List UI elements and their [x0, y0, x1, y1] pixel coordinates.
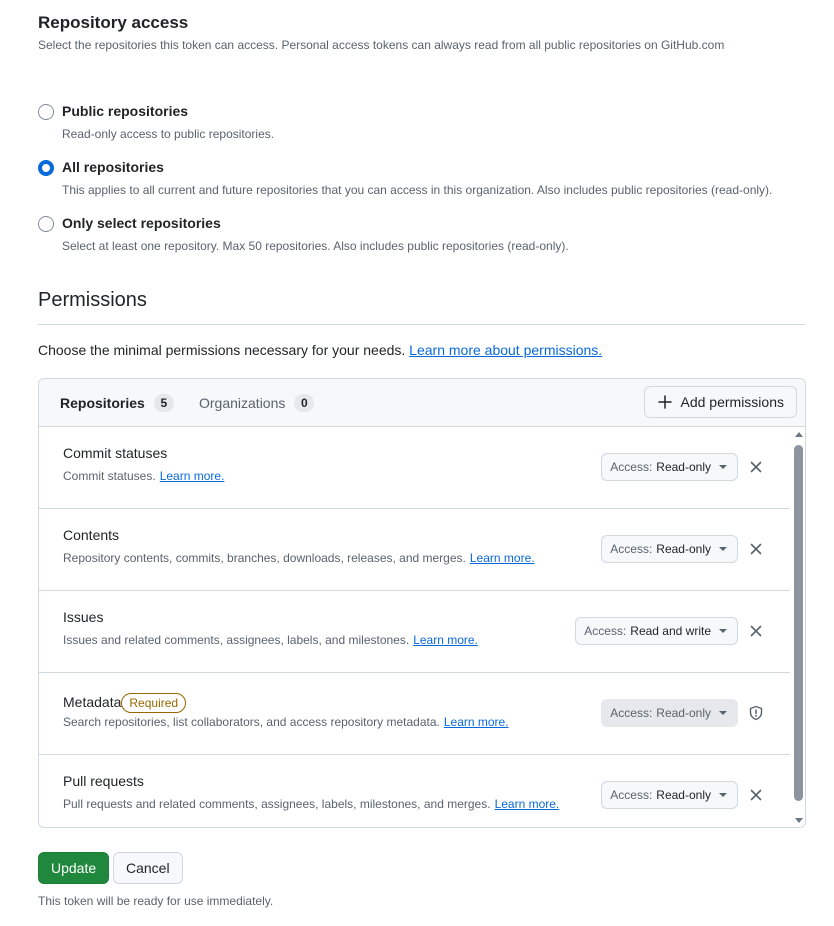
- scroll-up-arrow-icon[interactable]: [795, 432, 803, 437]
- plus-icon: [657, 394, 673, 410]
- permission-description: [63, 469, 224, 483]
- permission-name-text: Metadata: [63, 694, 122, 710]
- radio-description: This applies to all current and future repositories that you can access in this organization. Also includes public repositories (read-only).: [62, 183, 773, 197]
- permission-description: [63, 551, 535, 565]
- repository-access-subtitle: Select the repositories this token can access. Personal access tokens can always read from all public repositories on GitHub.com: [38, 38, 725, 52]
- repository-access-title: Repository access: [38, 13, 189, 32]
- x-icon[interactable]: [748, 787, 764, 803]
- tab-label: Repositories: [60, 394, 145, 411]
- update-button[interactable]: Update: [38, 852, 109, 884]
- permission-name: Commit statuses: [63, 445, 168, 461]
- access-dropdown[interactable]: [601, 535, 738, 563]
- permission-row-pull-requests: [39, 755, 790, 828]
- radio-label: All repositories: [62, 159, 164, 175]
- radio-description: Read-only access to public repositories.: [62, 127, 275, 141]
- cancel-button[interactable]: Cancel: [113, 852, 183, 884]
- learn-more-link[interactable]: Learn more.: [494, 797, 560, 811]
- radio-label: Only select repositories: [62, 215, 221, 231]
- access-value: Read and write: [630, 624, 711, 638]
- permission-name: Pull requests: [63, 773, 144, 789]
- triangle-down-icon: [719, 711, 727, 715]
- tab-organizations[interactable]: [199, 379, 314, 426]
- add-permissions-label: Add permissions: [680, 394, 784, 410]
- access-prefix: Access:: [610, 706, 653, 720]
- permissions-title: Permissions: [38, 289, 147, 311]
- learn-more-link[interactable]: Learn more.: [469, 551, 535, 565]
- permissions-tabs-header: [39, 379, 805, 427]
- access-dropdown-disabled: [601, 699, 738, 727]
- scroll-down-arrow-icon[interactable]: [795, 818, 803, 823]
- scrollbar-thumb[interactable]: [794, 445, 803, 801]
- permission-name: Contents: [63, 527, 120, 543]
- triangle-down-icon: [719, 547, 727, 551]
- permission-description-text: Repository contents, commits, branches, downloads, releases, and merges.: [63, 551, 466, 565]
- scrollbar[interactable]: [792, 427, 806, 828]
- access-prefix: Access:: [584, 624, 627, 638]
- permission-description: [63, 633, 478, 647]
- tab-counter: 5: [154, 394, 174, 412]
- permissions-panel: [38, 378, 806, 828]
- learn-more-permissions-link[interactable]: Learn more about permissions.: [409, 342, 603, 358]
- permission-description: [63, 797, 559, 811]
- triangle-down-icon: [719, 465, 727, 469]
- shield-icon: [748, 705, 764, 721]
- x-icon[interactable]: [748, 623, 764, 639]
- radio-label: Public repositories: [62, 103, 189, 119]
- access-value: Read-only: [656, 788, 711, 802]
- permission-description-text: Search repositories, list collaborators, and access repository metadata.: [63, 715, 440, 729]
- permission-description: [63, 715, 509, 729]
- permission-name: [63, 691, 186, 713]
- learn-more-link[interactable]: Learn more.: [413, 633, 478, 647]
- radio-button[interactable]: [38, 104, 54, 120]
- access-value: Read-only: [656, 706, 711, 720]
- radio-description: Select at least one repository. Max 50 repositories. Also includes public repositories (read-only).: [62, 239, 569, 253]
- access-prefix: Access:: [610, 542, 653, 556]
- access-prefix: Access:: [610, 788, 653, 802]
- permission-row-commit-statuses: [39, 427, 790, 509]
- x-icon[interactable]: [748, 541, 764, 557]
- permission-row-metadata: [39, 673, 790, 755]
- tab-label: Organizations: [199, 394, 286, 411]
- permission-description-text: Issues and related comments, assignees, labels, and milestones.: [63, 633, 410, 647]
- access-prefix: Access:: [610, 460, 653, 474]
- token-ready-note: This token will be ready for use immediately.: [38, 894, 274, 908]
- radio-button[interactable]: [38, 216, 54, 232]
- learn-more-link[interactable]: Learn more.: [443, 715, 509, 729]
- tab-repositories[interactable]: [60, 379, 174, 426]
- access-value: Read-only: [656, 542, 711, 556]
- learn-more-link[interactable]: Learn more.: [159, 469, 225, 483]
- permission-row-issues: [39, 591, 790, 673]
- access-dropdown[interactable]: [601, 453, 738, 481]
- permissions-intro: [38, 342, 602, 358]
- permission-row-contents: [39, 509, 790, 591]
- permissions-intro-text: Choose the minimal permissions necessary for your needs.: [38, 342, 406, 358]
- tab-counter: 0: [294, 394, 314, 412]
- permission-name: Issues: [63, 609, 104, 625]
- access-value: Read-only: [656, 460, 711, 474]
- permission-description-text: Commit statuses.: [63, 469, 156, 483]
- add-permissions-button[interactable]: [644, 386, 798, 418]
- access-dropdown[interactable]: [575, 617, 738, 645]
- triangle-down-icon: [719, 793, 727, 797]
- divider: [38, 324, 805, 325]
- x-icon[interactable]: [748, 459, 764, 475]
- radio-button-checked[interactable]: [38, 160, 54, 176]
- triangle-down-icon: [719, 629, 727, 633]
- required-badge: Required: [121, 693, 186, 713]
- access-dropdown[interactable]: [601, 781, 738, 809]
- permission-description-text: Pull requests and related comments, assignees, labels, milestones, and merges.: [63, 797, 491, 811]
- permissions-list: [39, 427, 790, 828]
